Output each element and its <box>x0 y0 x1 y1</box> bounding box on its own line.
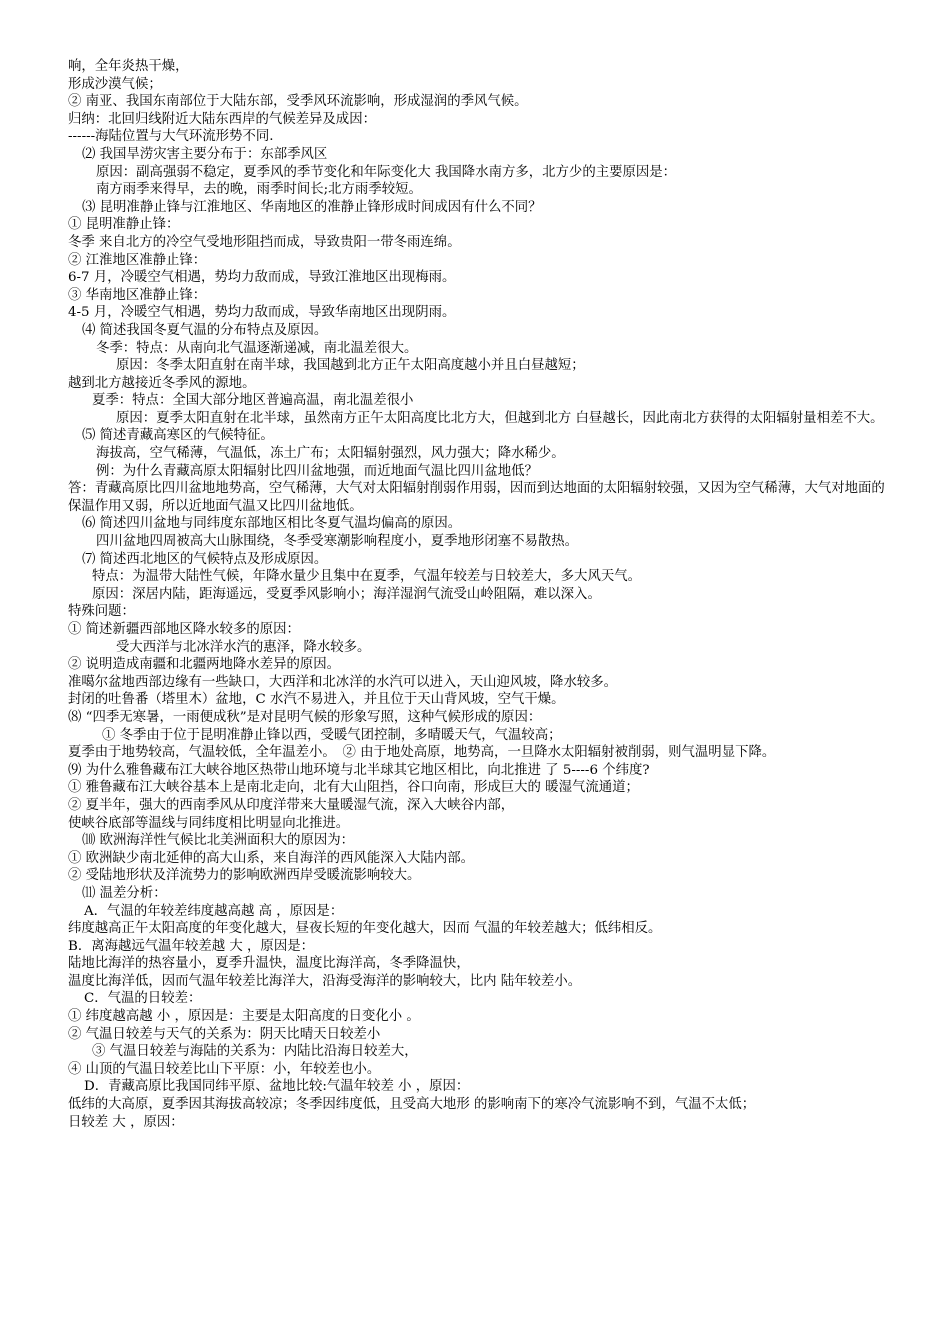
text-line: 原因：深居内陆，距海遥远，受夏季风影响小；海洋湿润气流受山岭阻隔，难以深入。 <box>92 586 601 602</box>
text-line: 受大西洋与北冰洋水汽的惠泽，降水较多。 <box>116 639 371 655</box>
text-line: 例：为什么青藏高原太阳辐射比四川盆地强，而近地面气温比四川盆地低？ <box>96 463 538 479</box>
text-line: ③ 气温日较差与海陆的关系为：内陆比沿海日较差大， <box>92 1044 418 1060</box>
text-line: 答：青藏高原比四川盆地地势高，空气稀薄，大气对太阳辐射削弱作用弱，因而到达地面的太阳辐射较强，又因为空气稀薄，大气对地面的保温作用又弱，所以近地面气温又比四川盆地低。 <box>68 481 885 514</box>
text-line: ② 受陆地形状及洋流势力的影响欧洲西岸受暖流影响较大。 <box>68 868 421 884</box>
question-heading: ⑼ 为什么雅鲁藏布江大峡谷地区热带山地环境与北半球其它地区相比，向北推进 了 5----6 个纬度? <box>68 762 650 778</box>
text-line: ③ 华南地区准静止锋： <box>68 287 207 303</box>
text-line: 原因：副高强弱不稳定，夏季风的季节变化和年际变化大 我国降水南方多，北方少的主要原因是： <box>96 164 677 180</box>
document-page <box>68 58 886 1131</box>
text-line: ② 夏半年，强大的西南季风从印度洋带来大量暖湿气流，深入大峡谷内部， <box>68 797 515 813</box>
text-line: 归纳：北回归线附近大陆东西岸的气候差异及成因： <box>68 111 376 127</box>
text-line: B．离海越远气温年较差越 大 ，原因是： <box>68 938 314 954</box>
text-line: 响，全年炎热干燥， <box>68 59 189 74</box>
text-line: 温度比海洋低，因而气温年较差比海洋大，沿海受海洋的影响较大，比内 陆年较差小。 <box>68 973 582 989</box>
text-line: 原因：冬季太阳直射在南半球，我国越到北方正午太阳高度越小并且白昼越短； <box>116 358 585 374</box>
text-line: 冬季：特点：从南向北气温逐渐递减，南北温差很大。 <box>96 340 418 356</box>
question-heading: ⑺ 简述西北地区的气候特点及形成原因。 <box>82 551 328 567</box>
text-line: 纬度越高正午太阳高度的年变化越大，昼夜长短的年变化越大，因而 气温的年较差越大；低纬相反。 <box>68 921 662 937</box>
text-line: 4-5 月，冷暖空气相遇，势均力敌而成，导致华南地区出现阴雨。 <box>68 305 456 321</box>
text-line: ① 冬季由于位于昆明准静止锋以西，受暖气团控制，多晴暖天气，气温较高； <box>102 727 562 743</box>
text-line: 海拔高，空气稀薄，气温低，冻土广布；太阳辐射强烈，风力强大；降水稀少。 <box>96 446 565 462</box>
text-line: C．气温的日较差： <box>84 991 202 1007</box>
text-line: ① 欧洲缺少南北延伸的高大山系，来自海洋的西风能深入大陆内部。 <box>68 850 474 866</box>
text-line: D．青藏高原比我国同纬平原、盆地比较:气温年较差 小 ，原因： <box>84 1079 470 1095</box>
text-line: ------海陆位置与大气环流形势不同. <box>68 129 274 145</box>
text-line: 低纬的大高原，夏季因其海拔高较凉；冬季因纬度低，且受高大地形 的影响南下的寒冷气流影响不到，气温不太低； <box>68 1097 756 1113</box>
text-line: 准噶尔盆地西部边缘有一些缺口，大西洋和北冰洋的水汽可以进入，天山迎风坡，降水较多。 <box>68 674 618 690</box>
text-line: ① 昆明准静止锋： <box>68 217 180 233</box>
text-line: 南方雨季来得早，去的晚，雨季时间长;北方雨季较短。 <box>96 182 422 198</box>
text-line: ② 江淮地区准静止锋： <box>68 252 207 268</box>
text-line: 夏季由于地势较高，气温较低，全年温差小。 ② 由于地处高原，地势高，一旦降水太阳辐射被削弱，则气温明显下降。 <box>68 745 776 761</box>
text-line: ② 南亚、我国东南部位于大陆东部，受季风环流影响，形成湿润的季风气候。 <box>68 94 528 110</box>
text-line: 特点：为温带大陆性气候，年降水量少且集中在夏季，气温年较差与日较差大，多大风天气。 <box>92 569 642 585</box>
question-heading: ⑹ 简述四川盆地与同纬度东部地区相比冬夏气温均偏高的原因。 <box>82 516 462 532</box>
text-line: 形成沙漠气候； <box>68 76 162 92</box>
question-heading: ⑷ 简述我国冬夏气温的分布特点及原因。 <box>82 322 328 338</box>
text-line: ① 简述新疆西部地区降水较多的原因： <box>68 622 300 637</box>
text-line: A．气温的年较差纬度越高越 高 ，原因是： <box>84 903 344 919</box>
text-line: 原因：夏季太阳直射在北半球，虽然南方正午太阳高度比北方大，但越到北方 白昼越长，因此南北方获得的太阳辐射量相差不大。 <box>116 410 884 426</box>
text-line: 陆地比海洋的热容量小，夏季升温快，温度比海洋高，冬季降温快， <box>68 956 470 972</box>
question-heading: ⑸ 简述青藏高寒区的气候特征。 <box>82 428 274 444</box>
question-heading: ⑵ 我国旱涝灾害主要分布于：东部季风区 <box>82 146 328 162</box>
question-heading: ⑽ 欧洲海洋性气候比北美洲面积大的原因为： <box>82 833 355 849</box>
text-line: ④ 山顶的气温日较差比山下平原：小，年较差也小。 <box>68 1061 381 1077</box>
text-line: 冬季 来自北方的冷空气受地形阻挡而成，导致贵阳一带冬雨连绵。 <box>68 234 461 250</box>
text-line: ① 纬度越高越 小 ，原因是：主要是太阳高度的日变化小 。 <box>68 1009 420 1025</box>
text-line: 四川盆地四周被高大山脉围绕，冬季受寒潮影响程度小，夏季地形闭塞不易散热。 <box>96 534 579 550</box>
text-line: 夏季：特点：全国大部分地区普遍高温，南北温差很小 <box>92 393 414 409</box>
question-heading: ⑶ 昆明准静止锋与江淮地区、华南地区的准静止锋形成时间成因有什么不同？ <box>82 199 542 215</box>
text-line: ② 气温日较差与天气的关系为：阴天比晴天日较差小 <box>68 1026 381 1042</box>
text-line: ② 说明造成南疆和北疆两地降水差异的原因。 <box>68 657 341 673</box>
text-line: 封闭的吐鲁番（塔里木）盆地，C 水汽不易进入，并且位于天山背风坡，空气干燥。 <box>68 692 565 708</box>
text-line: 越到北方越接近冬季风的源地。 <box>68 375 256 391</box>
question-heading: ⑾ 温差分析： <box>82 885 167 901</box>
text-line: ① 雅鲁藏布江大峡谷基本上是南北走向，北有大山阻挡，谷口向南，形成巨大的 暖湿气流通道； <box>68 780 639 796</box>
question-heading: ⑻ “四季无寒暑，一雨便成秋”是对昆明气候的形象写照，这种气候形成的原因： <box>68 709 542 725</box>
text-line: 特殊问题： <box>68 604 135 620</box>
text-line: 日较差 大 ，原因： <box>68 1114 184 1130</box>
text-line: 6-7 月，冷暖空气相遇，势均力敌而成，导致江淮地区出现梅雨。 <box>68 270 456 286</box>
text-line: 使峡谷底部等温线与同纬度相比明显向北推进。 <box>68 815 350 831</box>
